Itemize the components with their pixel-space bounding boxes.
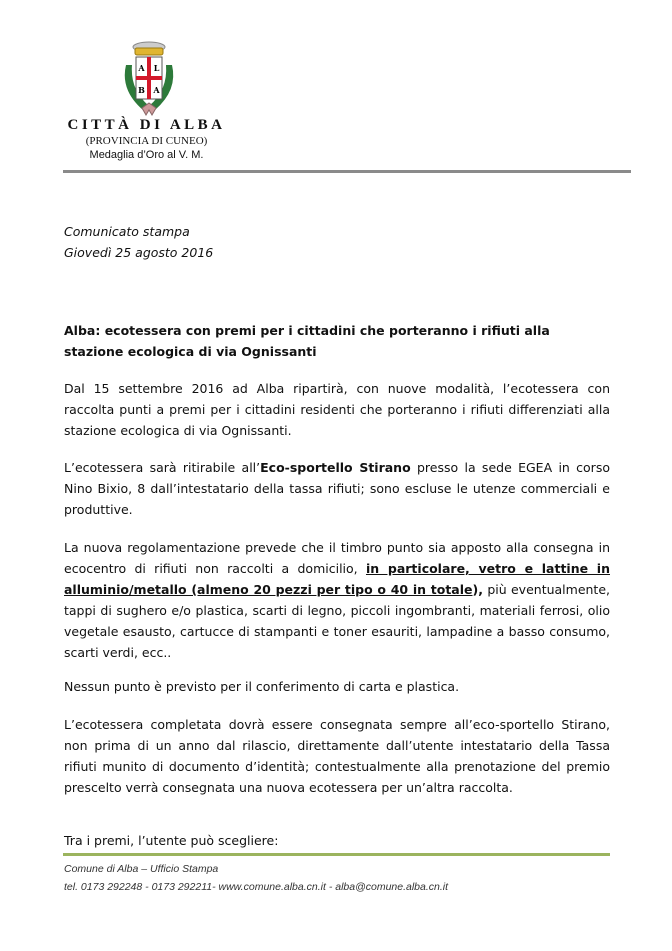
footer-office: Comune di Alba – Ufficio Stampa [64, 863, 219, 875]
province: (PROVINCIA DI CUNEO) [85, 135, 208, 147]
document-date: Giovedì 25 agosto 2016 [64, 245, 214, 260]
svg-text:L: L [153, 63, 160, 73]
eco-sportello-name: Eco-sportello Stirano [260, 460, 411, 475]
text: La nuova regolamentazione prevede che il timbro punto sia apposto alla consegna in ecocentro di rifiuti non raccolti a domicilio, [64, 540, 610, 576]
city-name: CITTÀ DI ALBA [67, 117, 226, 133]
text: presso la sede EGEA in corso Nino Bixio, 8 dall’intestatario della tassa rifiuti; sono escluse le utenze commerciali e produttive. [64, 460, 610, 517]
svg-text:B: B [138, 85, 145, 95]
highlighted-materials: in particolare, vetro e lattine in alluminio/metallo (almeno 20 pezzi per tipo o 40 in totale [64, 561, 610, 597]
paragraph-6: Tra i premi, l’utente può scegliere: [64, 833, 279, 848]
footer-contacts: tel. 0173 292248 - 0173 292211- www.comune.alba.cn.it - alba@comune.alba.cn.it [64, 881, 449, 893]
paragraph-4: Nessun punto è previsto per il conferimento di carta e plastica. [64, 679, 460, 694]
medal-note: Medaglia d’Oro al V. M. [89, 149, 204, 161]
paragraph-2 [64, 457, 610, 520]
text: più eventualmente, tappi di sughero e/o plastica, scarti di legno, piccoli ingombranti, materiali ferrosi, olio vegetale esausto, cartucce di stampanti e toner esauriti, lampadine a basso consumo, scarti verdi, ecc.. [64, 582, 610, 660]
press-release-title: Alba: ecotessera con premi per i cittadini che porteranno i rifiuti alla stazione ecologica di via Ognissanti [64, 323, 550, 359]
svg-text:A: A [138, 63, 145, 73]
text: L’ecotessera sarà ritirabile all’ [64, 460, 261, 475]
paragraph-5: L’ecotessera completata dovrà essere consegnata sempre all’eco-sportello Stirano, non prima di un anno dal rilascio, direttamente dall’utente intestatario della Tassa rifiuti munito di documento d’identità; contestualmente alla prenotazione del premio prescelto verrà consegnata una nuova ecotessera per un’altra raccolta. [64, 717, 610, 795]
document-type: Comunicato stampa [64, 224, 190, 239]
paragraph-3 [64, 537, 610, 663]
svg-text:A: A [153, 85, 160, 95]
header-divider [63, 170, 631, 173]
paragraph-1: Dal 15 settembre 2016 ad Alba ripartirà, con nuove modalità, l’ecotessera con raccolta punti a premi per i cittadini residenti che porteranno i rifiuti differenziati alla stazione ecologica di via Ognissanti. [64, 381, 610, 438]
text: ), [472, 582, 483, 597]
city-coat-of-arms-logo [118, 40, 180, 118]
footer-divider [63, 853, 610, 856]
